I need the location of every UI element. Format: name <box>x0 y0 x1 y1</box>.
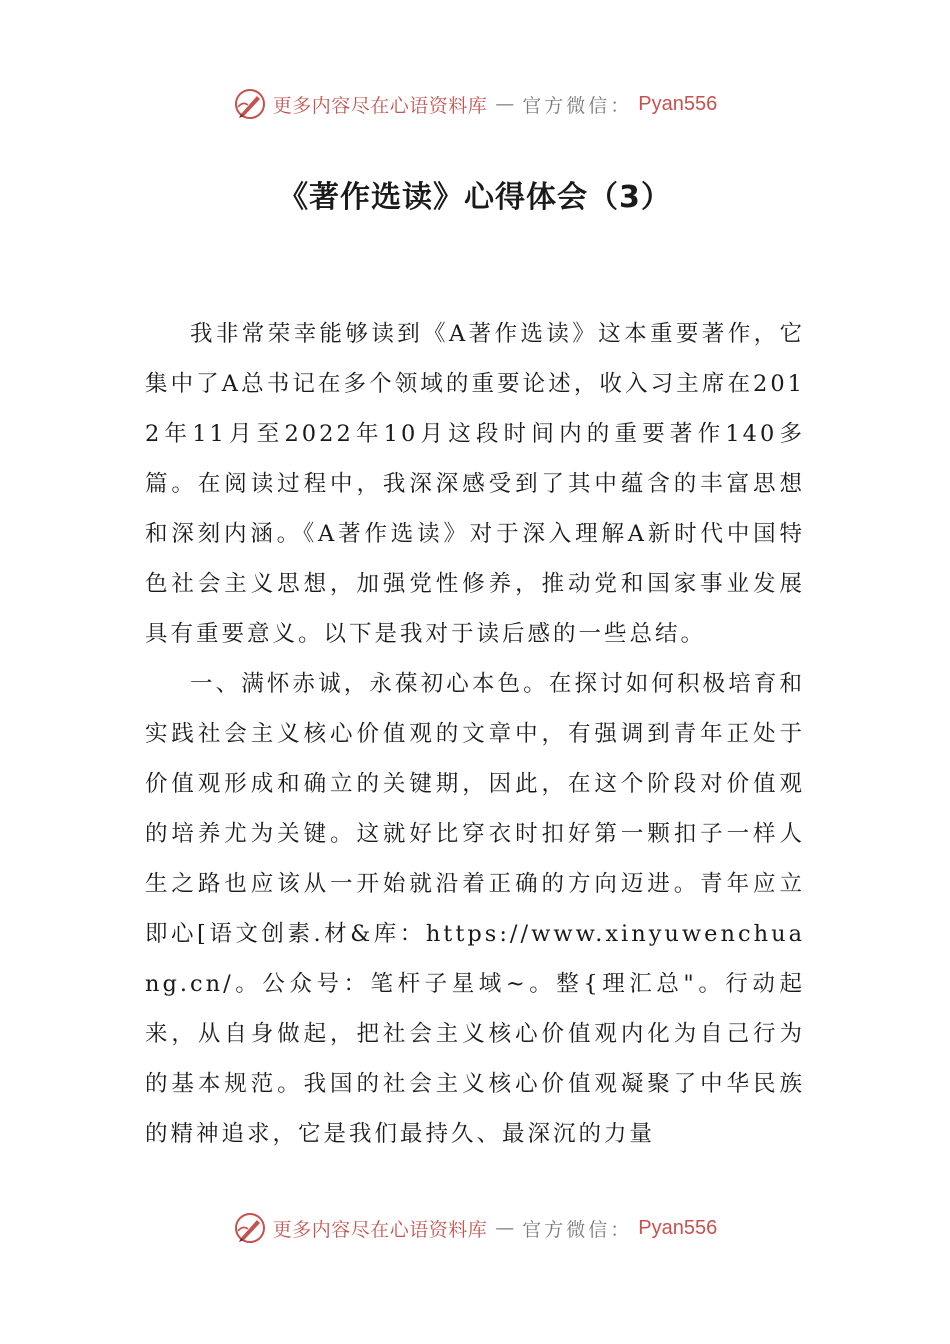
banner-brand-text: 更多内容尽在心语资料库 <box>272 1218 488 1241</box>
banner-wechat-id: Pyan556 <box>638 92 718 115</box>
pen-logo-icon <box>233 1211 267 1245</box>
banner-separator: — <box>495 1217 515 1239</box>
banner-official-label: 官方微信： <box>522 1218 633 1241</box>
banner-wechat-id: Pyan556 <box>638 1216 718 1239</box>
banner-brand-text: 更多内容尽在心语资料库 <box>272 94 488 117</box>
header-watermark-banner <box>0 84 950 124</box>
banner-official-label: 官方微信： <box>522 94 633 117</box>
body-paragraph-section-one: 一、满怀赤诚，永葆初心本色。在探讨如何积极培育和实践社会主义核心价值观的文章中，有强调到青年正处于价值观形成和确立的关键期，因此，在这个阶段对价值观的培养尤为关键。这就好比穿衣时扣好第一颗扣子一样人生之路也应该从一开始就沿着正确的方向迈进。青年应立即心[语文创素.材&库：https://www.xinyuwenchuang.cn/。公众号：笔杆子星域~。整{理汇总"。行动起来，从自身做起，把社会主义核心价值观内化为自己行为的基本规范。我国的社会主义核心价值观凝聚了中华民族的精神追求，它是我们最持久、最深沉的力量 <box>145 671 805 1147</box>
document-title: 《著作选读》心得体会（3） <box>278 180 672 215</box>
banner-separator: — <box>495 93 515 115</box>
footer-watermark-banner <box>0 1208 950 1248</box>
pen-logo-icon <box>233 87 267 121</box>
document-body <box>145 309 805 1159</box>
body-paragraph-intro: 我非常荣幸能够读到《A著作选读》这本重要著作，它集中了A总书记在多个领域的重要论述，收入习主席在2012年11月至2022年10月这段时间内的重要著作140多篇。在阅读过程中，我深深感受到了其中蕴含的丰富思想和深刻内涵。《A著作选读》对于深入理解A新时代中国特色社会主义思想，加强党性修养，推动党和国家事业发展具有重要意义。以下是我对于读后感的一些总结。 <box>145 321 805 647</box>
